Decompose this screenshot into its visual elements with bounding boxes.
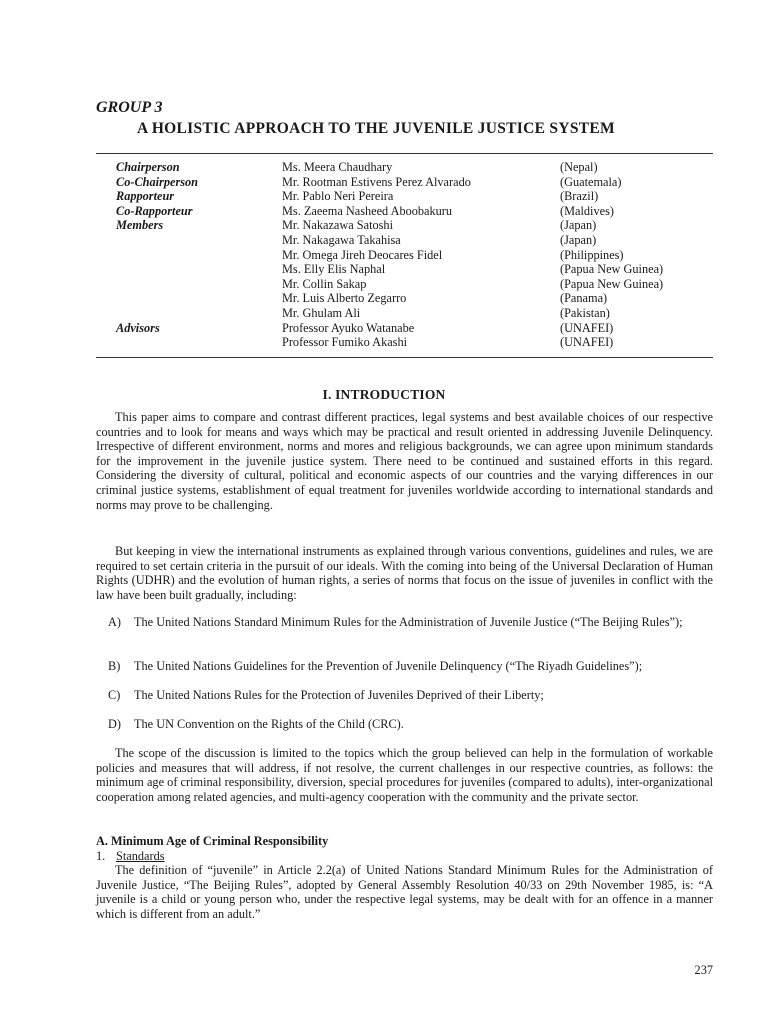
roster-name: Mr. Nakazawa Satoshi bbox=[282, 218, 393, 233]
list-marker: D) bbox=[108, 717, 121, 731]
list-text: The United Nations Standard Minimum Rules for the Administration of Juvenile Justice (“The Beijing Rules”); bbox=[134, 615, 683, 629]
roster-row bbox=[116, 291, 706, 306]
list-item bbox=[108, 615, 713, 630]
intro-paragraph-3: The scope of the discussion is limited to the topics which the group believed can help in the formulation of workable policies and measures that will address, if not resolve, the current challenges in our respective countries, as follows: the minimum age of criminal responsibility, diversion, special procedures for juveniles (compared to adults), inter-organizational cooperation among related agencies, and multi-agency cooperation with the community and the private sector. bbox=[96, 746, 713, 804]
roster-name: Mr. Luis Alberto Zegarro bbox=[282, 291, 407, 306]
roster-row bbox=[116, 321, 706, 336]
roster-country: (UNAFEI) bbox=[560, 320, 614, 335]
roster-role: Rapporteur bbox=[116, 189, 175, 204]
roster-role: Chairperson bbox=[116, 160, 180, 174]
roster-country: (Nepal) bbox=[560, 160, 598, 174]
item-number: 1. bbox=[96, 849, 106, 863]
roster-name: Ms. Meera Chaudhary bbox=[282, 160, 393, 174]
item-title: Standards bbox=[116, 849, 165, 863]
roster-row bbox=[116, 277, 706, 292]
roster-row bbox=[116, 160, 706, 175]
list-item bbox=[108, 688, 713, 703]
roster-country: (Japan) bbox=[560, 218, 597, 233]
roster-row bbox=[116, 204, 706, 219]
roster-role: Members bbox=[116, 218, 164, 233]
numbered-item bbox=[96, 849, 165, 864]
list-marker: C) bbox=[108, 688, 121, 702]
top-divider bbox=[96, 153, 713, 154]
roster-row bbox=[116, 335, 706, 350]
roster-name: Mr. Omega Jireh Deocares Fidel bbox=[282, 247, 443, 262]
list-marker: B) bbox=[108, 659, 121, 673]
roster-table bbox=[116, 160, 706, 350]
roster-name: Mr. Pablo Neri Pereira bbox=[282, 189, 394, 204]
roster-country: (Pakistan) bbox=[560, 305, 610, 320]
list-text: The United Nations Guidelines for the Prevention of Juvenile Delinquency (“The Riyadh Guidelines”); bbox=[134, 659, 643, 673]
roster-country: (Brazil) bbox=[560, 189, 599, 204]
list-marker: A) bbox=[108, 615, 121, 629]
list-item bbox=[108, 717, 713, 732]
roster-name: Mr. Collin Sakap bbox=[282, 276, 367, 291]
subsection-heading: A. Minimum Age of Criminal Responsibility bbox=[96, 834, 329, 848]
roster-name: Professor Fumiko Akashi bbox=[282, 335, 408, 350]
roster-row bbox=[116, 218, 706, 233]
roster-row bbox=[116, 248, 706, 263]
roster-country: (Guatemala) bbox=[560, 174, 622, 189]
bottom-divider bbox=[96, 357, 713, 358]
roster-row bbox=[116, 262, 706, 277]
roster-row bbox=[116, 189, 706, 204]
roster-row bbox=[116, 233, 706, 248]
page-number: 237 bbox=[694, 963, 713, 977]
roster-role: Co-Rapporteur bbox=[116, 203, 193, 218]
document-title: A HOLISTIC APPROACH TO THE JUVENILE JUSTICE SYSTEM bbox=[137, 120, 615, 137]
roster-row bbox=[116, 306, 706, 321]
roster-role: Advisors bbox=[116, 320, 160, 335]
roster-name: Mr. Ghulam Ali bbox=[282, 305, 361, 320]
roster-name: Ms. Elly Elis Naphal bbox=[282, 262, 386, 277]
roster-country: (Philippines) bbox=[560, 247, 624, 262]
roster-row bbox=[116, 175, 706, 190]
roster-country: (Panama) bbox=[560, 291, 608, 306]
roster-name: Mr. Rootman Estivens Perez Alvarado bbox=[282, 174, 471, 189]
roster-country: (Papua New Guinea) bbox=[560, 276, 664, 291]
list-text: The UN Convention on the Rights of the Child (CRC). bbox=[134, 717, 404, 731]
roster-name: Mr. Nakagawa Takahisa bbox=[282, 232, 401, 247]
group-label: GROUP 3 bbox=[96, 99, 163, 116]
roster-role: Co-Chairperson bbox=[116, 174, 199, 189]
list-text: The United Nations Rules for the Protection of Juveniles Deprived of their Liberty; bbox=[134, 688, 544, 702]
roster-name: Professor Ayuko Watanabe bbox=[282, 320, 415, 335]
standards-paragraph: The definition of “juvenile” in Article 2.2(a) of United Nations Standard Minimum Rules for the Administration of Juvenile Justice, “The Beijing Rules”, adopted by General Assembly Resolution 40/33 on 29th November 1985, is: “A juvenile is a child or young person who, under the respective legal systems, may be dealt with for an offence in a manner which is different from an adult.” bbox=[96, 863, 713, 921]
list-item bbox=[108, 659, 713, 674]
roster-country: (UNAFEI) bbox=[560, 335, 614, 350]
section-heading: I. INTRODUCTION bbox=[322, 387, 446, 402]
roster-country: (Papua New Guinea) bbox=[560, 262, 664, 277]
intro-paragraph-2: But keeping in view the international instruments as explained through various conventions, guidelines and rules, we are required to set certain criteria in the pursuit of our ideals. With the coming into being of the Universal Declaration of Human Rights (UDHR) and the evolution of human rights, a series of norms that focus on the issue of juveniles in conflict with the law have been built gradually, including: bbox=[96, 544, 713, 602]
roster-country: (Japan) bbox=[560, 232, 597, 247]
roster-country: (Maldives) bbox=[560, 203, 614, 218]
intro-paragraph-1: This paper aims to compare and contrast different practices, legal systems and best available choices of our respective countries and to look for means and ways which may be practical and result oriented in addressing Juvenile Delinquency. Irrespective of different environment, norms and mores and religious backgrounds, we can agree upon minimum standards for the improvement in the juvenile justice system. There need to be continued and sustained efforts in this regard. Considering the diversity of cultural, political and economic aspects of our countries and the varying differences in our criminal justice systems, establishment of equal treatment for juveniles worldwide according to international standards and norms may prove to be challenging. bbox=[96, 410, 713, 512]
roster-name: Ms. Zaeema Nasheed Aboobakuru bbox=[282, 203, 453, 218]
